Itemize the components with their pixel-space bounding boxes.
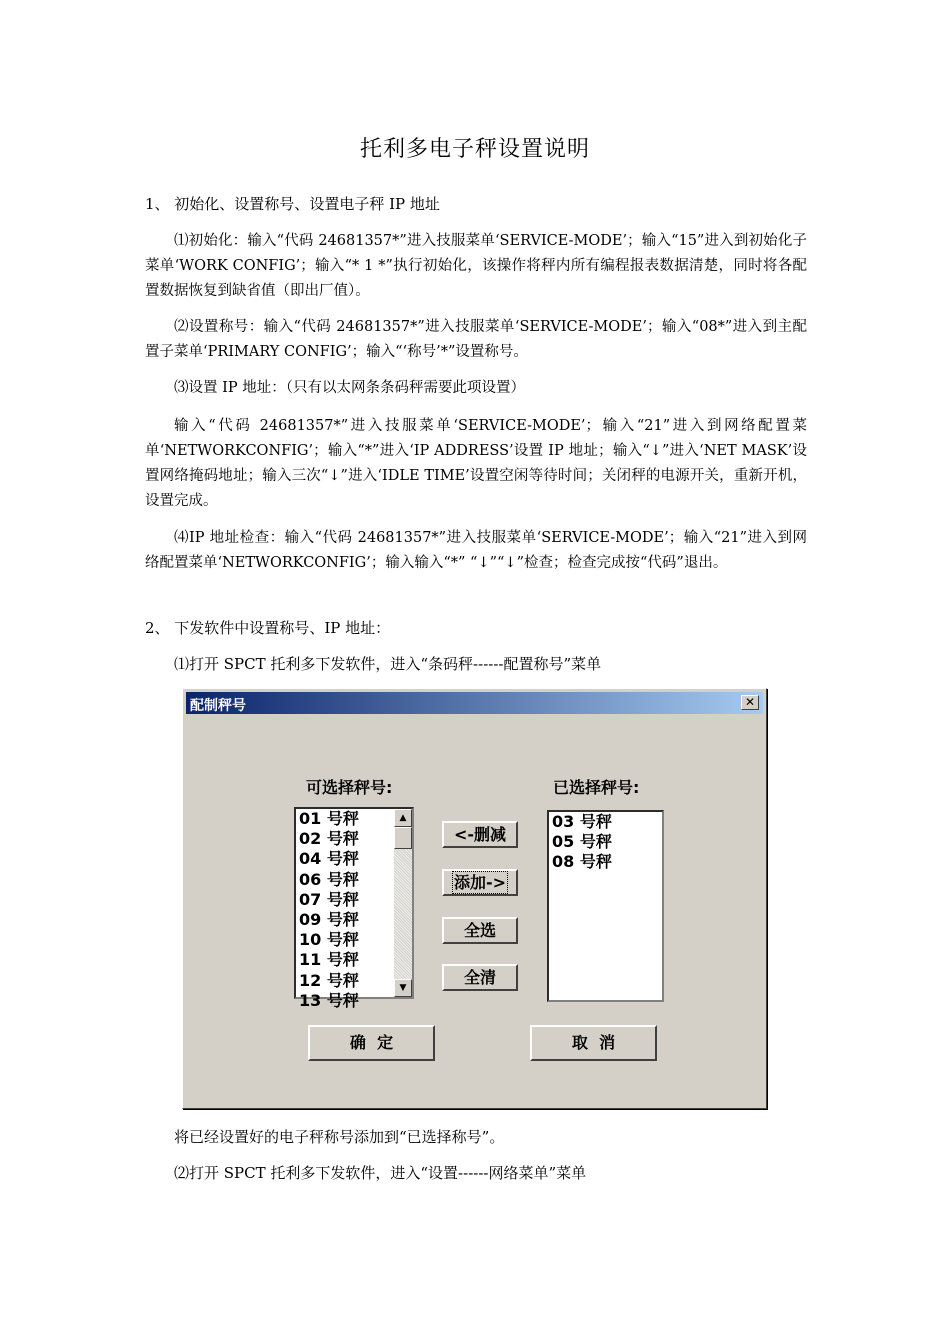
section-2-step-1: ⑴打开 SPCT 托利多下发软件，进入“条码秤------配置称号”菜单 — [174, 655, 602, 673]
scroll-thumb[interactable] — [394, 827, 412, 849]
available-number-item[interactable]: 06 号秤 — [299, 869, 359, 889]
available-numbers-list[interactable] — [294, 807, 414, 1010]
section-2-heading: 2、 下发软件中设置称号、IP 地址： — [145, 619, 391, 637]
cancel-button-label: 取 消 — [571, 1033, 616, 1052]
selected-number-item[interactable]: 03 号秤 — [552, 812, 612, 831]
paragraph-set-scale-number: ⑵设置称号：输入“代码 24681357*”进入技服菜单‘SERVICE-MODE’；输入“08*”进入到主配置子菜单‘PRIMARY CONFIG’；输入“‘称号’*”设置称号。 — [145, 319, 807, 360]
available-number-item[interactable]: 07 号秤 — [299, 889, 359, 909]
delete-button[interactable] — [442, 821, 518, 848]
section-1-heading: 1、 初始化、设置称号、设置电子秤 IP 地址 — [145, 195, 440, 213]
available-number-item[interactable]: 01 号秤 — [299, 809, 359, 828]
section-2-step-2: ⑵打开 SPCT 托利多下发软件，进入“设置------网络菜单”菜单 — [174, 1164, 587, 1182]
vertical-scrollbar[interactable] — [394, 809, 412, 997]
ok-button-label: 确 定 — [349, 1033, 394, 1052]
selected-number-item[interactable]: 08 号秤 — [552, 852, 612, 872]
paragraph-ip-steps: 输入“代码 24681357*”进入技服菜单‘SERVICE-MODE’；输入“21”进入到网络配置菜单‘NETWORKCONFIG’；输入“*”进入‘IP ADDRESS’设置 IP 地址；输入“↓”进入‘NET MASK’设置网络掩码地址；输入三次“↓”进入‘IDLE TIME’设置空闲等待时间；关闭秤的电源开关，重新开机，设置完成。 — [145, 418, 807, 509]
add-button-label: 添加-> — [453, 873, 507, 892]
selected-numbers-list[interactable] — [547, 810, 664, 1002]
available-number-item[interactable]: 10 号秤 — [299, 930, 359, 950]
available-number-item[interactable]: 11 号秤 — [299, 950, 359, 970]
scroll-up-arrow-icon[interactable]: ▲ — [394, 809, 412, 827]
selected-numbers-label: 已选择秤号: — [553, 778, 640, 797]
paragraph-ip-check: ⑷IP 地址检查：输入“代码 24681357*”进入技服菜单‘SERVICE-MODE’；输入“21”进入到网络配置菜单‘NETWORKCONFIG’；输入输入“*” “↓”“↓”检查；检查完成按“代码”退出。 — [145, 530, 807, 571]
available-number-item[interactable]: 13 号秤 — [299, 990, 359, 1010]
select-all-button[interactable] — [442, 917, 518, 944]
delete-button-label: <-删减 — [453, 825, 507, 844]
close-icon[interactable]: ✕ — [741, 695, 759, 710]
paragraph-ip-heading: ⑶设置 IP 地址：（只有以太网条条码秤需要此项设置） — [174, 380, 525, 396]
dialog-title: 配制秤号 — [190, 698, 246, 714]
available-number-item[interactable]: 09 号秤 — [299, 910, 359, 930]
available-number-item[interactable]: 04 号秤 — [299, 849, 359, 869]
ok-button[interactable] — [308, 1025, 435, 1061]
dialog-titlebar — [186, 692, 763, 714]
document-title: 托利多电子秤设置说明 — [359, 137, 590, 162]
available-number-item[interactable]: 02 号秤 — [299, 829, 359, 849]
scroll-down-arrow-icon[interactable]: ▼ — [394, 979, 412, 997]
select-all-button-label: 全选 — [463, 921, 496, 940]
paragraph-initialize: ⑴初始化：输入“代码 24681357*”进入技服菜单‘SERVICE-MODE’；输入“15”进入到初始化子菜单‘WORK CONFIG’；输入“* 1 *”执行初始化，该操作将秤内所有编程报表数据清楚，同时将各配置数据恢复到缺省值（即出厂值）。 — [145, 233, 807, 299]
available-numbers-label: 可选择秤号: — [306, 778, 393, 797]
selected-number-item[interactable]: 05 号秤 — [552, 832, 612, 852]
add-button[interactable] — [442, 869, 518, 896]
clear-all-button[interactable] — [442, 964, 518, 991]
selected-items — [549, 812, 662, 873]
dialog-caption: 将已经设置好的电子秤称号添加到“已选择称号”。 — [174, 1128, 505, 1146]
cancel-button[interactable] — [530, 1025, 657, 1061]
available-number-item[interactable]: 12 号秤 — [299, 970, 359, 990]
config-scale-number-dialog — [182, 688, 767, 1109]
clear-all-button-label: 全清 — [463, 968, 496, 987]
